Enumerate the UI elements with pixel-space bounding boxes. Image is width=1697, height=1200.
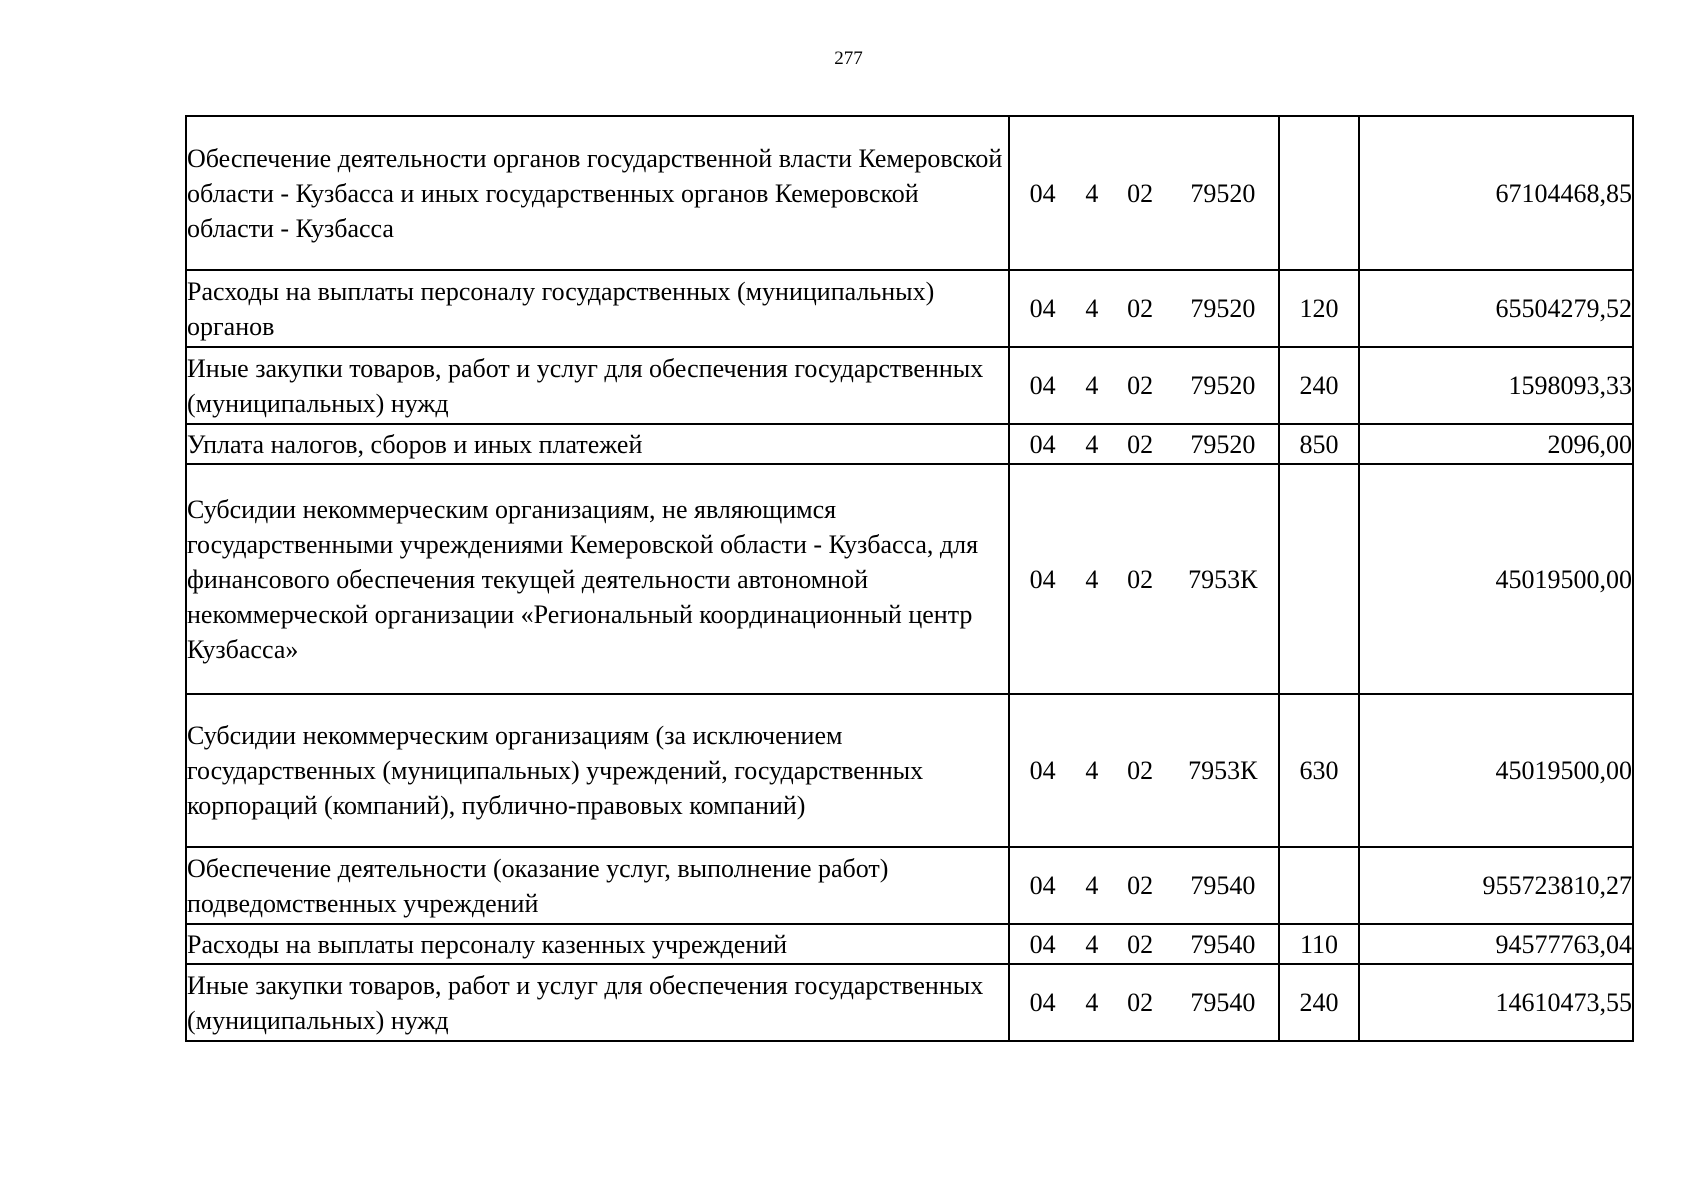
expense-name: Уплата налогов, сборов и иных платежей bbox=[186, 424, 1009, 464]
expense-name: Расходы на выплаты персоналу государственных (муниципальных) органов bbox=[186, 270, 1009, 347]
expense-type bbox=[1279, 464, 1359, 694]
expense-type: 630 bbox=[1279, 694, 1359, 847]
code-subprogram: 02 bbox=[1127, 756, 1154, 785]
expense-name: Расходы на выплаты персоналу казенных учреждений bbox=[186, 924, 1009, 964]
expense-type: 240 bbox=[1279, 347, 1359, 424]
expense-name: Иные закупки товаров, работ и услуг для обеспечения государственных (муниципальных) нужд bbox=[186, 347, 1009, 424]
code-direction: 7953К bbox=[1188, 756, 1258, 785]
amount: 65504279,52 bbox=[1359, 270, 1633, 347]
expense-name: Субсидии некоммерческим организациям (за исключением государственных (муниципальных) учреждений, государственных корпораций (компаний), публично-правовых компаний) bbox=[186, 694, 1009, 847]
expense-type: 120 bbox=[1279, 270, 1359, 347]
code-program: 4 bbox=[1085, 371, 1099, 400]
code-program: 4 bbox=[1085, 988, 1099, 1017]
code-subprogram: 02 bbox=[1127, 294, 1154, 323]
table-row bbox=[186, 424, 1633, 464]
code-program: 4 bbox=[1085, 429, 1099, 459]
code-section: 04 bbox=[1029, 294, 1056, 323]
expense-name: Субсидии некоммерческим организациям, не являющимся государственными учреждениями Кемеровской области - Кузбасса, для финансового обеспечения текущей деятельности автономной некоммерческой организации «Региональный координационный центр Кузбасса» bbox=[186, 464, 1009, 694]
table-row bbox=[186, 270, 1633, 347]
expense-type bbox=[1279, 847, 1359, 924]
code-direction: 79520 bbox=[1190, 429, 1256, 459]
expense-type: 240 bbox=[1279, 964, 1359, 1041]
budget-code bbox=[1009, 694, 1279, 847]
code-section: 04 bbox=[1029, 756, 1056, 785]
table-row bbox=[186, 464, 1633, 694]
code-direction: 79540 bbox=[1190, 929, 1256, 959]
amount: 94577763,04 bbox=[1359, 924, 1633, 964]
code-subprogram: 02 bbox=[1127, 929, 1154, 959]
code-subprogram: 02 bbox=[1127, 988, 1154, 1017]
amount: 955723810,27 bbox=[1359, 847, 1633, 924]
budget-code bbox=[1009, 464, 1279, 694]
amount: 1598093,33 bbox=[1359, 347, 1633, 424]
amount: 14610473,55 bbox=[1359, 964, 1633, 1041]
code-program: 4 bbox=[1085, 929, 1099, 959]
code-section: 04 bbox=[1029, 564, 1056, 594]
code-subprogram: 02 bbox=[1127, 178, 1154, 208]
table-row bbox=[186, 924, 1633, 964]
code-direction: 7953К bbox=[1188, 564, 1258, 594]
code-direction: 79540 bbox=[1190, 988, 1256, 1017]
expense-type bbox=[1279, 116, 1359, 270]
code-section: 04 bbox=[1029, 429, 1056, 459]
code-section: 04 bbox=[1029, 178, 1056, 208]
table-row bbox=[186, 694, 1633, 847]
budget-code bbox=[1009, 924, 1279, 964]
expense-name: Иные закупки товаров, работ и услуг для обеспечения государственных (муниципальных) нужд bbox=[186, 964, 1009, 1041]
expense-name: Обеспечение деятельности органов государственной власти Кемеровской области - Кузбасса и иных государственных органов Кемеровской области - Кузбасса bbox=[186, 116, 1009, 270]
code-section: 04 bbox=[1029, 988, 1056, 1017]
page-number: 277 bbox=[834, 48, 863, 69]
budget-code bbox=[1009, 270, 1279, 347]
budget-code bbox=[1009, 424, 1279, 464]
code-subprogram: 02 bbox=[1127, 564, 1154, 594]
budget-code bbox=[1009, 116, 1279, 270]
code-subprogram: 02 bbox=[1127, 371, 1154, 400]
amount: 45019500,00 bbox=[1359, 694, 1633, 847]
code-program: 4 bbox=[1085, 294, 1099, 323]
table-row bbox=[186, 116, 1633, 270]
table-row bbox=[186, 347, 1633, 424]
code-section: 04 bbox=[1029, 871, 1056, 900]
expense-name: Обеспечение деятельности (оказание услуг, выполнение работ) подведомственных учреждений bbox=[186, 847, 1009, 924]
table-row bbox=[186, 847, 1633, 924]
code-program: 4 bbox=[1085, 178, 1099, 208]
amount: 67104468,85 bbox=[1359, 116, 1633, 270]
budget-table bbox=[185, 115, 1634, 1042]
code-subprogram: 02 bbox=[1127, 429, 1154, 459]
code-direction: 79520 bbox=[1190, 294, 1256, 323]
code-program: 4 bbox=[1085, 871, 1099, 900]
code-program: 4 bbox=[1085, 564, 1099, 594]
table-row bbox=[186, 964, 1633, 1041]
budget-code bbox=[1009, 847, 1279, 924]
amount: 45019500,00 bbox=[1359, 464, 1633, 694]
code-subprogram: 02 bbox=[1127, 871, 1154, 900]
code-section: 04 bbox=[1029, 929, 1056, 959]
expense-type: 850 bbox=[1279, 424, 1359, 464]
code-direction: 79540 bbox=[1190, 871, 1256, 900]
budget-code bbox=[1009, 964, 1279, 1041]
expense-type: 110 bbox=[1279, 924, 1359, 964]
budget-code bbox=[1009, 347, 1279, 424]
code-direction: 79520 bbox=[1190, 178, 1256, 208]
code-section: 04 bbox=[1029, 371, 1056, 400]
code-program: 4 bbox=[1085, 756, 1099, 785]
amount: 2096,00 bbox=[1359, 424, 1633, 464]
code-direction: 79520 bbox=[1190, 371, 1256, 400]
